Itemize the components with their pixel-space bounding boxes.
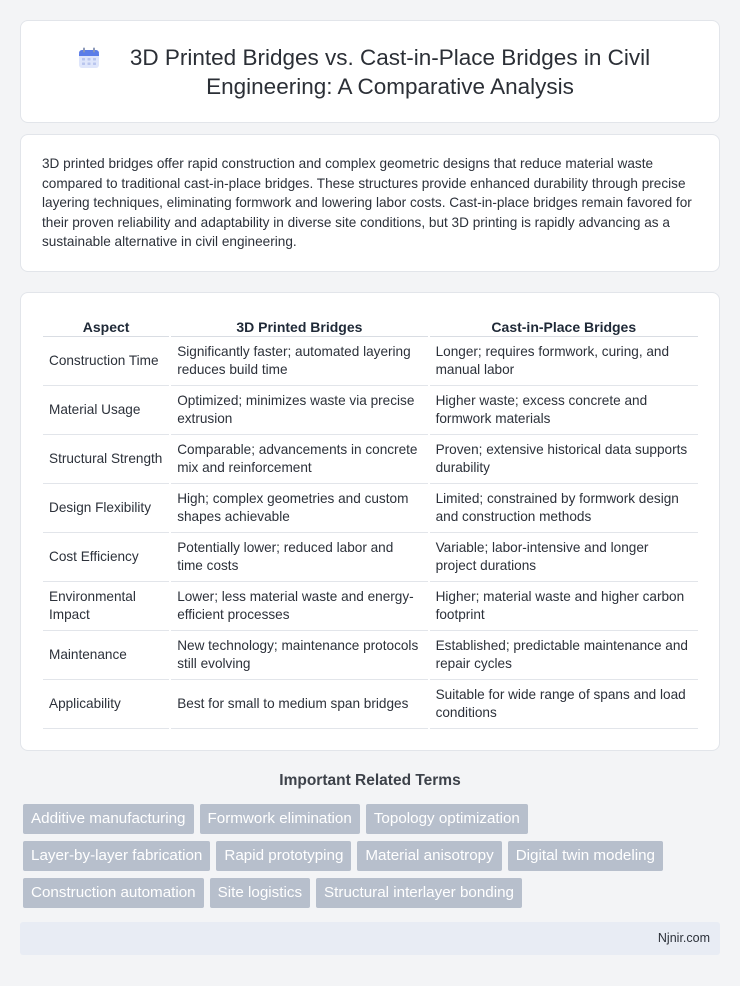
printed-cell: Significantly faster; automated layering reduces build time: [171, 337, 427, 386]
related-term-tag[interactable]: Additive manufacturing: [23, 804, 194, 834]
table-row: [43, 680, 698, 729]
related-terms-list: [23, 804, 723, 915]
aspect-cell: Applicability: [43, 680, 169, 729]
header-aspect: Aspect: [43, 315, 169, 337]
page-title: 3D Printed Bridges vs. Cast-in-Place Bridges in Civil Engineering: A Comparative Analysis: [129, 45, 651, 99]
related-term-tag[interactable]: Layer-by-layer fabrication: [23, 841, 210, 871]
table-row: [43, 582, 698, 631]
related-term-tag[interactable]: Construction automation: [23, 878, 204, 908]
printed-cell: Potentially lower; reduced labor and time costs: [171, 533, 427, 582]
aspect-cell: Material Usage: [43, 386, 169, 435]
printed-cell: High; complex geometries and custom shapes achievable: [171, 484, 427, 533]
cast-cell: Proven; extensive historical data supports durability: [430, 435, 698, 484]
related-terms-heading: Important Related Terms: [279, 772, 461, 789]
cast-cell: Higher; material waste and higher carbon footprint: [430, 582, 698, 631]
aspect-cell: Structural Strength: [43, 435, 169, 484]
related-term-tag[interactable]: Digital twin modeling: [508, 841, 663, 871]
table-row: [43, 631, 698, 680]
aspect-cell: Maintenance: [43, 631, 169, 680]
printed-cell: Comparable; advancements in concrete mix and reinforcement: [171, 435, 427, 484]
title-card: [20, 20, 720, 123]
tag-row: [23, 804, 723, 834]
header-3d-printed: 3D Printed Bridges: [171, 315, 427, 337]
cast-cell: Limited; constrained by formwork design and construction methods: [430, 484, 698, 533]
related-term-tag[interactable]: Site logistics: [210, 878, 310, 908]
printed-cell: New technology; maintenance protocols still evolving: [171, 631, 427, 680]
cast-cell: Longer; requires formwork, curing, and manual labor: [430, 337, 698, 386]
table-row: [43, 337, 698, 386]
related-term-tag[interactable]: Rapid prototyping: [216, 841, 351, 871]
related-term-tag[interactable]: Structural interlayer bonding: [316, 878, 522, 908]
summary-text: 3D printed bridges offer rapid construction and complex geometric designs that reduce material waste compared to traditional cast-in-place bridges. These structures provide enhanced durability through precise layering techniques, eliminating formwork and lowering labor costs. Cast-in-place bridges remain favored for their proven reliability and adaptability in diverse site conditions, but 3D printing is rapidly advancing as a sustainable alternative in civil engineering.: [42, 156, 692, 249]
summary-card: [20, 134, 720, 272]
printed-cell: Best for small to medium span bridges: [171, 680, 427, 729]
aspect-cell: Design Flexibility: [43, 484, 169, 533]
footer-site-link[interactable]: Njnir.com: [657, 931, 710, 945]
cast-cell: Variable; labor-intensive and longer project durations: [430, 533, 698, 582]
cast-cell: Higher waste; excess concrete and formwork materials: [430, 386, 698, 435]
aspect-cell: Environmental Impact: [43, 582, 169, 631]
table-row: [43, 435, 698, 484]
comparison-table-card: [20, 292, 720, 751]
printed-cell: Lower; less material waste and energy-efficient processes: [171, 582, 427, 631]
related-term-tag[interactable]: Formwork elimination: [200, 804, 360, 834]
cast-cell: Suitable for wide range of spans and load conditions: [430, 680, 698, 729]
tag-row: [23, 841, 723, 871]
table-row: [43, 386, 698, 435]
table-row: [43, 533, 698, 582]
footer: [20, 922, 720, 955]
tag-row: [23, 878, 723, 908]
related-term-tag[interactable]: Material anisotropy: [357, 841, 501, 871]
table-header-row: [43, 315, 698, 337]
cast-cell: Established; predictable maintenance and repair cycles: [430, 631, 698, 680]
aspect-cell: Construction Time: [43, 337, 169, 386]
related-term-tag[interactable]: Topology optimization: [366, 804, 528, 834]
table-row: [43, 484, 698, 533]
aspect-cell: Cost Efficiency: [43, 533, 169, 582]
printed-cell: Optimized; minimizes waste via precise extrusion: [171, 386, 427, 435]
header-cast-in-place: Cast-in-Place Bridges: [430, 315, 698, 337]
comparison-table: [41, 315, 700, 729]
